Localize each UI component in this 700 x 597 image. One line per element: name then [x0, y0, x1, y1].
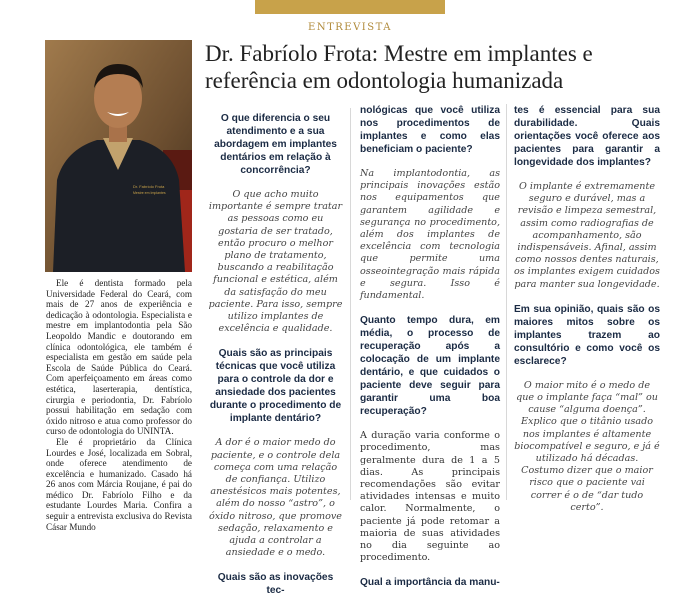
answer: O maior mito é o medo de que o implante faça “mal” ou cause “alguma doença”. Explico que o titânio usado nos implantes é altamente biocompatível e seguro, e já é utilizado há décadas. Costumo dizer que o maior risco que o paciente vai correr é o de “dar tudo certo”. — [514, 379, 660, 513]
question: Quais são as principais técnicas que você utiliza para o controle da dor e ansiedade dos pacientes durante o procedimento de implante dentário? — [209, 348, 342, 425]
column-divider — [350, 108, 351, 500]
answer: Na implantodontia, as principais inovações estão nos equipamentos que garantem agilidade e segurança no procedimento, além dos implantes de excelência com tecnologia que permite uma osseointegração mais rápida e segura. Isso é fundamental. — [360, 168, 500, 302]
answer: A dor é o maior medo do paciente, e o controle dela começa com uma relação de confiança. Utilizo anestésicos mais potentes, além do nosso “astro”, o óxido nitroso, que promove sedação, relaxamento e ajuda a controlar a ansiedade e o medo. — [208, 437, 342, 559]
article-column-3 — [514, 104, 660, 514]
question: Quanto tempo dura, em média, o processo de recuperação após a colocação de um implante dentário, e que cuidados o paciente deve seguir para garantir uma boa recuperação? — [360, 315, 500, 418]
column-divider — [506, 104, 507, 500]
article-headline: Dr. Fabríolo Frota: Mestre em implantes e referência em odontologia humanizada — [205, 41, 593, 93]
bio-paragraph: Ele é proprietário da Clínica Lourdes e José, localizada em Sobral, onde oferece atendimento de excelência e humanizado. Casado há 26 anos com Márcia Roujane, é pai do médico Dr. Fabríolo Filho e da estudante Lourdes Maria. Confira a seguir a entrevista exclusiva do Revista Cásar Mundo — [46, 436, 192, 532]
question: tes é essencial para sua durabilidade. Quais orientações você oferece aos pacientes para garantir a longevidade dos implantes? — [514, 105, 660, 168]
article-column-2 — [360, 104, 500, 589]
answer: O implante é extremamente seguro e durável, mas a revisão e limpeza semestral, assim como radiografias de acompanhamento, são indispensáveis. Afinal, assim como nossos dentes naturais, os implantes exigem cuidados para manter sua longevidade. — [514, 181, 660, 290]
portrait-illustration — [45, 40, 192, 272]
answer: O que acho muito importante é sempre tratar as pessoas como eu gostaria de ser tratado, então procuro o melhor plano de tratamento, buscando a reabilitação funcional e estética, além da satisfação do meu paciente. Para isso, sempre utilizo implantes de excelência e qualidade. — [208, 189, 343, 335]
answer: A duração varia conforme o procedimento, mas geralmente dura de 1 a 5 dias. As principais recomendações são evitar atividades intensas e muito calor. Normalmente, o paciente já pode retomar a maioria de suas atividades no dia seguinte ao procedimento. — [360, 430, 500, 564]
question: Em sua opinião, quais são os maiores mitos sobre os implantes trazem ao consultório e como você os esclarece? — [514, 303, 660, 367]
question: Quais são as inovações tec- — [217, 572, 334, 597]
section-label: ENTREVISTA — [308, 22, 392, 33]
question: nológicas que você utiliza nos procedimentos de implantes e como elas beneficiam o paciente? — [360, 105, 500, 155]
shirt-text-title: Mestre em Implantes — [133, 191, 166, 195]
question: O que diferencia o seu atendimento e a sua abordagem em implantes dentários em relação à concorrência? — [214, 113, 337, 176]
bio-paragraph: Ele é dentista formado pela Universidade Federal do Ceará, com mais de 27 anos de experiência e dedicação à odontologia. Especialista e mestre em implantodontia pela São Leopoldo Mandic e doutorando em clínica odontológica, ele também é especialista em gestão em saúde pela Escola de Saúde Pública do Ceará. Com aperfeiçoamento em áreas como estética, laserterapia, dentística, cirurgia e periodontia, Dr. Fabríolo possui habilitação em sedação com óxido nitroso e atua como professor do curso de odontologia do UNINTA. — [46, 278, 192, 437]
shirt-text-name: Dr. Fabríolo Frota — [133, 184, 165, 189]
header-accent-bar — [255, 0, 445, 14]
article-column-1 — [208, 112, 343, 597]
question: Qual a importância da manu- — [360, 577, 500, 589]
portrait-photo — [45, 40, 192, 272]
bio-column — [46, 278, 192, 532]
